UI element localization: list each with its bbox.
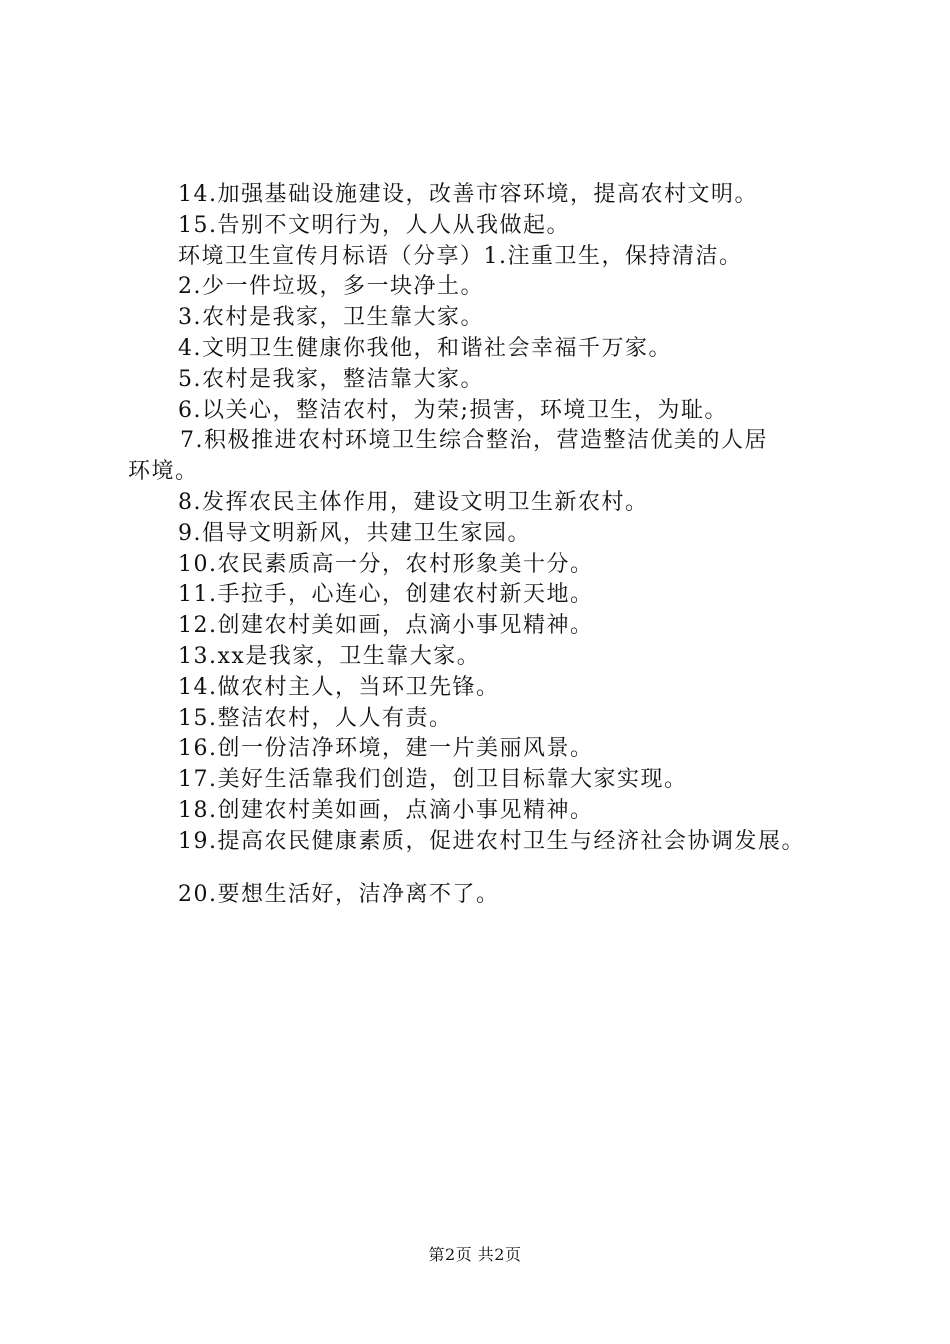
- text-line: 15.告别不文明行为，人人从我做起。: [178, 212, 570, 238]
- text-line: 11.手拉手，心连心，创建农村新天地。: [178, 582, 594, 608]
- text-line: 6.以关心，整洁农村，为荣;损害，环境卫生，为耻。: [178, 397, 728, 423]
- text-line: 10.农民素质高一分，农村形象美十分。: [178, 551, 594, 577]
- page-number-footer: 第2页 共2页: [428, 1245, 522, 1264]
- text-line: 2.少一件垃圾，多一块净土。: [178, 274, 484, 300]
- text-line: 20.要想生活好，洁净离不了。: [178, 881, 500, 907]
- text-line: 7.积极推进农村环境卫生综合整治，营造整洁优美的人居: [180, 428, 768, 454]
- text-line: 19.提高农民健康素质，促进农村卫生与经济社会协调发展。: [178, 828, 805, 854]
- text-line: 12.创建农村美如画，点滴小事见精神。: [178, 613, 594, 639]
- document-body: [128, 180, 848, 910]
- text-line: 13.xx是我家，卫生靠大家。: [178, 643, 481, 669]
- text-line: 14.加强基础设施建设，改善市容环境，提高农村文明。: [178, 182, 758, 207]
- text-line: 16.创一份洁净环境，建一片美丽风景。: [178, 736, 594, 762]
- text-line: 9.倡导文明新风，共建卫生家园。: [178, 520, 531, 546]
- text-line: 14.做农村主人，当环卫先锋。: [178, 674, 500, 700]
- text-line: 15.整洁农村，人人有责。: [178, 705, 453, 731]
- text-line: 17.美好生活靠我们创造，创卫目标靠大家实现。: [178, 767, 688, 793]
- text-line: 4.文明卫生健康你我他，和谐社会幸福千万家。: [178, 335, 672, 361]
- text-line: 5.农村是我家，整洁靠大家。: [178, 366, 484, 392]
- text-line: 3.农村是我家，卫生靠大家。: [178, 305, 484, 331]
- text-line: 环境卫生宣传月标语（分享）1.注重卫生，保持清洁。: [178, 243, 743, 269]
- text-line: 8.发挥农民主体作用，建设文明卫生新农村。: [178, 489, 649, 515]
- paragraph-gap: [128, 858, 848, 880]
- text-line-continuation: 环境。: [128, 459, 199, 485]
- text-line: 18.创建农村美如画，点滴小事见精神。: [178, 797, 594, 823]
